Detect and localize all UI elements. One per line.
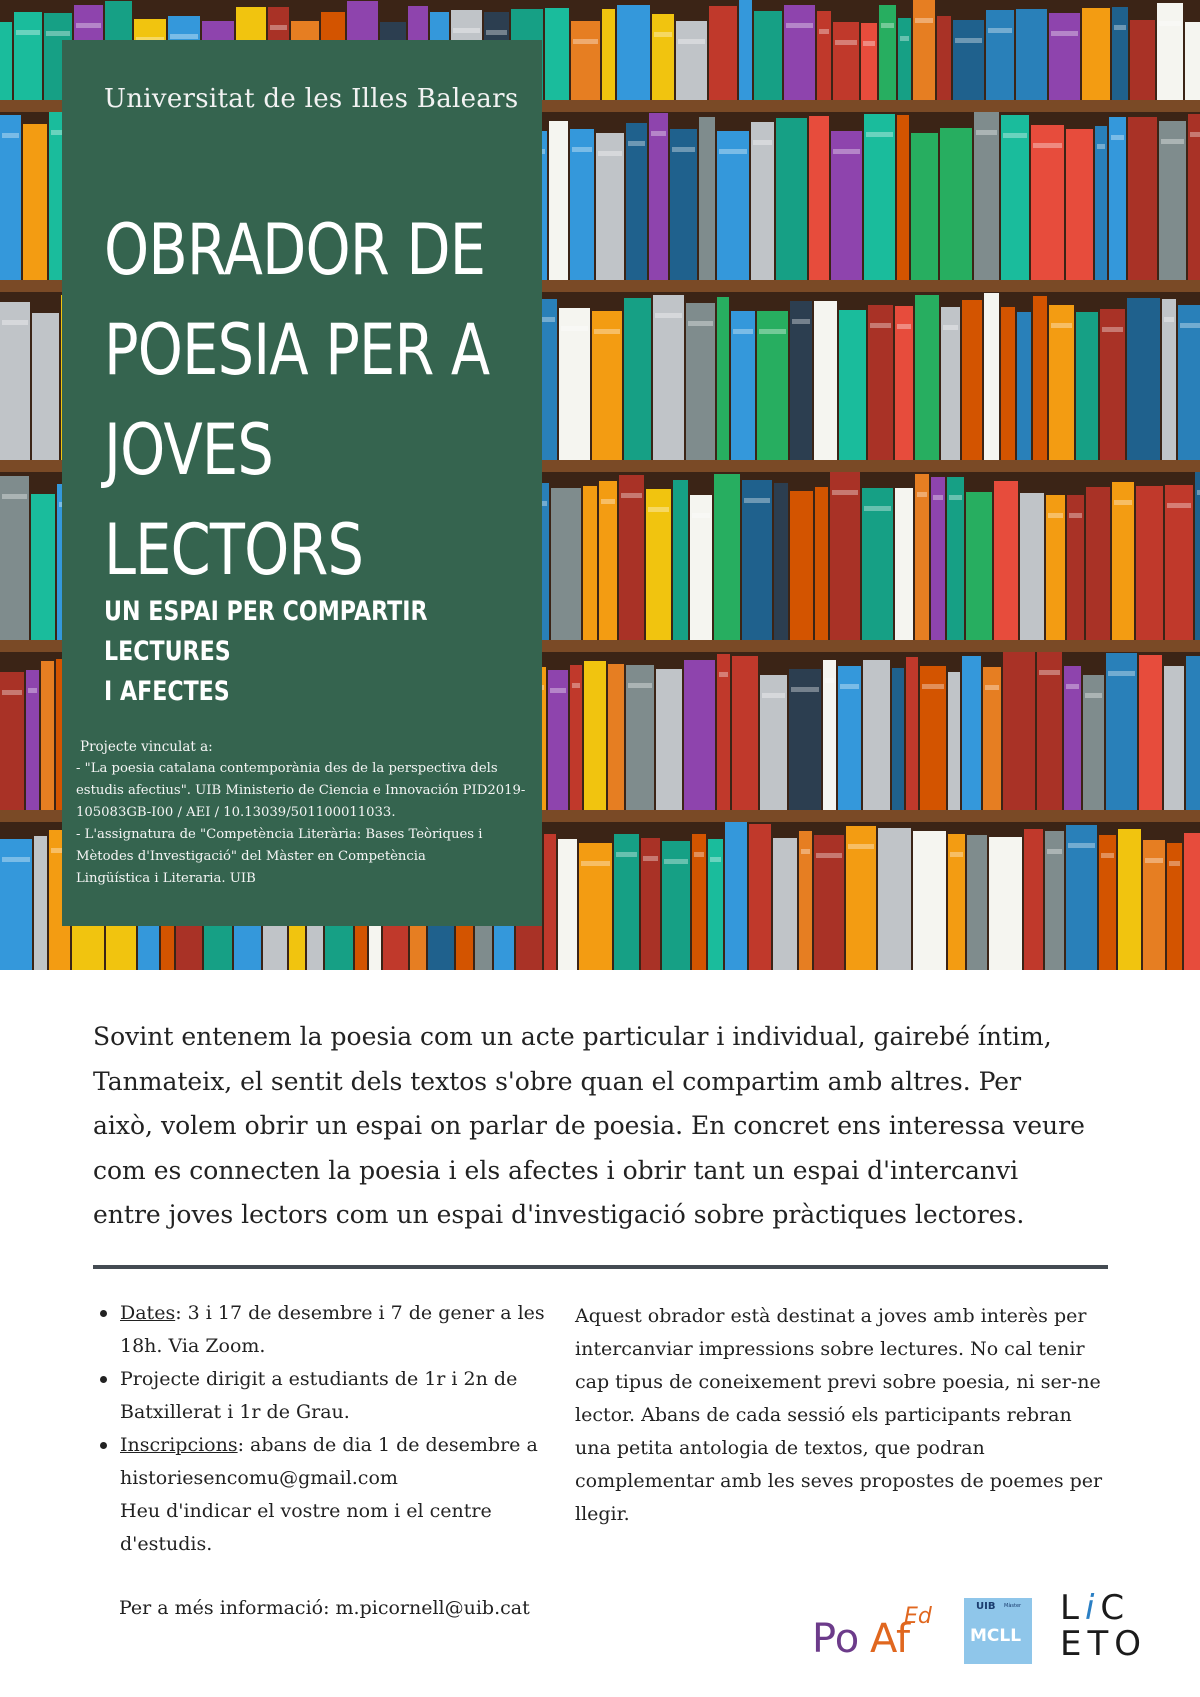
project-line: Lingüística i Literaria. UIB: [76, 871, 256, 886]
mcll-logo-master: Màster: [1004, 1603, 1022, 1609]
liceto-letter: E: [1060, 1624, 1088, 1664]
page-title: [104, 200, 530, 600]
poafed-logo-ed: Ed: [904, 1604, 932, 1629]
description-line: una petita antologia de textos, que podran: [575, 1437, 985, 1459]
intro-paragraph: [93, 1015, 1107, 1238]
intro-line: Sovint entenem la poesia com un acte particular i individual, gairebé íntim,: [93, 1022, 1052, 1051]
liceto-letter: L: [1060, 1588, 1085, 1628]
poafed-logo: [812, 1602, 942, 1662]
details-list: [98, 1297, 558, 1561]
liceto-logo-row: [1060, 1590, 1130, 1626]
more-info-text: Per a més informació: m.picornell@uib.cat: [119, 1597, 530, 1619]
page-subtitle: [104, 592, 530, 712]
poafed-logo-po: Po: [812, 1616, 860, 1662]
audience-text: Projecte dirigit a estudiants de 1r i 2n de Batxillerat i 1r de Grau.: [120, 1368, 518, 1423]
intro-line: com es connecten la poesia i els afectes i obrir tant un espai d'intercanvi: [93, 1155, 1019, 1185]
dates-text: : 3 i 17 de desembre i 7 de gener a les 18h. Via Zoom.: [120, 1302, 545, 1357]
registration-label: Inscripcions: [120, 1434, 238, 1456]
project-line: - "La poesia catalana contemporània des de la perspectiva dels: [76, 761, 498, 776]
liceto-letter: T: [1087, 1624, 1115, 1664]
project-line: 105083GB-I00 / AEI / 10.13039/501100011033.: [76, 805, 396, 820]
description-line: llegir.: [575, 1503, 630, 1525]
liceto-letter: O: [1114, 1624, 1148, 1664]
list-item-dates: [98, 1297, 558, 1363]
liceto-logo-row: [1060, 1624, 1148, 1664]
intro-line: entre joves lectors com un espai d'investigació sobre pràctiques lectores.: [93, 1200, 1025, 1229]
registration-text: : abans de dia 1 de desembre a historiesencomu@gmail.com: [120, 1434, 538, 1489]
university-name: Universitat de les Illes Balears: [104, 84, 519, 114]
list-item-registration: [98, 1429, 558, 1561]
project-line: Mètodes d'Investigació" del Màster en Competència: [76, 849, 426, 864]
project-line: - L'assignatura de "Competència Literària: Bases Teòriques i: [76, 827, 483, 842]
project-line: estudis afectius". UIB Ministerio de Ciencia e Innovación PID2019-: [76, 783, 526, 798]
title-line: LECTORS: [104, 509, 364, 591]
description-line: lector. Abans de cada sessió els participants rebran: [575, 1404, 1072, 1426]
mcll-logo-mcll: MCLL: [970, 1626, 1022, 1646]
title-line: OBRADOR DE: [104, 209, 486, 291]
registration-note: Heu d'indicar el vostre nom i el centre d'estudis.: [120, 1500, 492, 1555]
project-heading: Projecte vinculat a:: [80, 739, 213, 755]
intro-line: Tanmateix, el sentit dels textos s'obre quan el compartim amb altres. Per: [93, 1066, 1022, 1096]
liceto-letter: i: [1084, 1588, 1101, 1628]
project-info: [76, 736, 526, 890]
mcll-logo-uib: UIB: [976, 1601, 996, 1612]
title-line: POESIA PER A: [104, 309, 490, 391]
dates-label: Dates: [120, 1302, 176, 1324]
intro-line: això, volem obrir un espai on parlar de poesia. En concret ens interessa veure: [93, 1111, 1085, 1140]
description-line: intercanviar impressions sobre lectures. No cal tenir: [575, 1338, 1085, 1360]
subtitle-line: I AFECTES: [104, 676, 230, 707]
mcll-logo: [964, 1598, 1032, 1664]
liceto-letter: C: [1100, 1588, 1131, 1628]
liceto-logo: [1060, 1588, 1148, 1665]
poafed-logo-af: Af: [870, 1616, 911, 1662]
subtitle-line: UN ESPAI PER COMPARTIR LECTURES: [104, 596, 428, 667]
description-line: cap tipus de coneixement previ sobre poesia, ni ser-ne: [575, 1371, 1101, 1393]
list-item-audience: [98, 1363, 558, 1429]
description-paragraph: [575, 1300, 1115, 1531]
title-panel: [62, 40, 542, 926]
description-line: complementar amb les seves propostes de poemes per: [575, 1470, 1103, 1492]
title-line: JOVES: [104, 409, 273, 491]
description-line: Aquest obrador està destinat a joves amb interès per: [575, 1305, 1087, 1327]
section-divider: [93, 1265, 1108, 1269]
